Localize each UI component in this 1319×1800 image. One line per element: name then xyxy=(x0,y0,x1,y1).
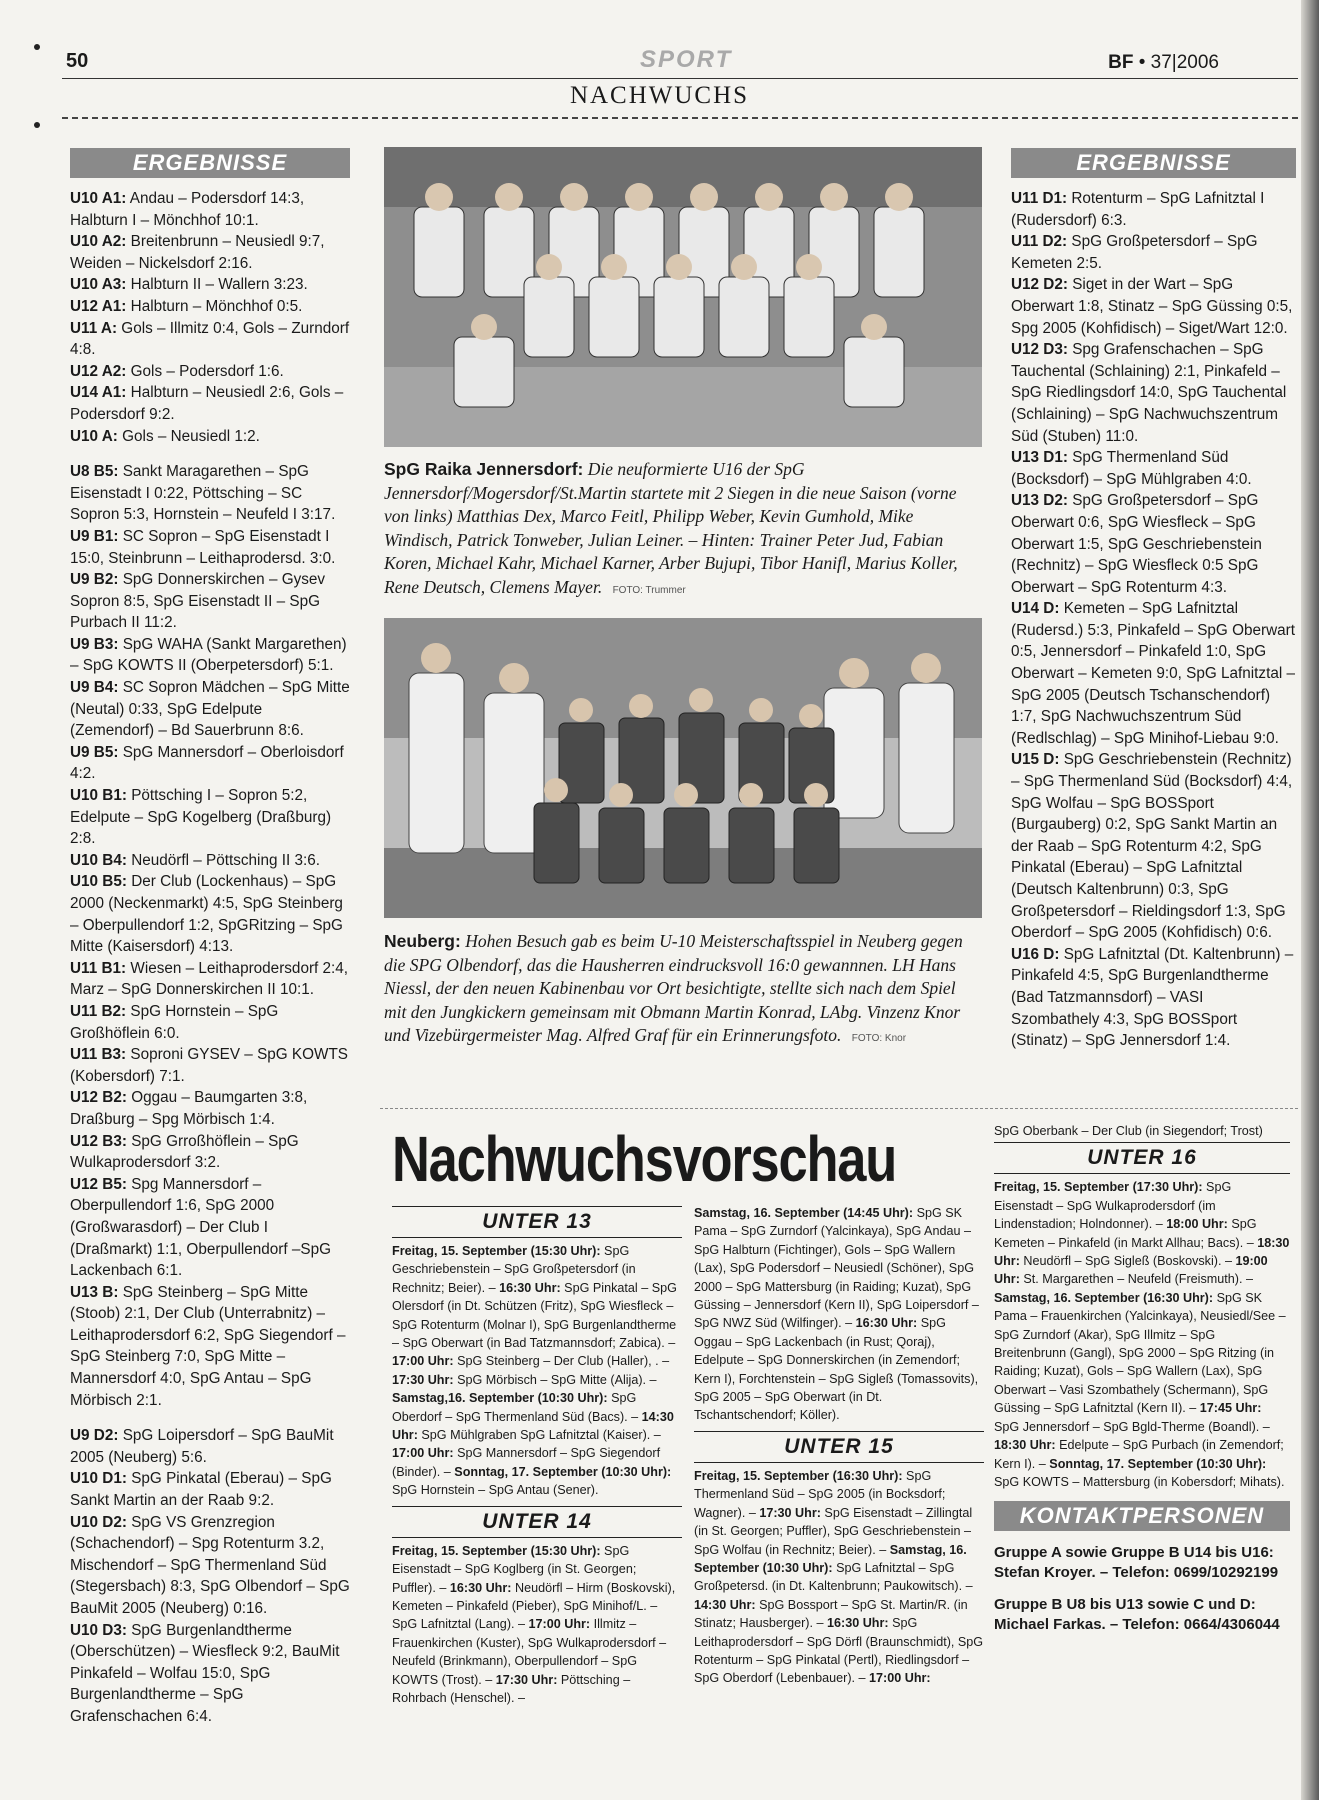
result-item-label: U11 D2: xyxy=(1011,233,1068,251)
result-item-text: SpG Hornstein – SpG Großhöflein 6:0. xyxy=(70,1002,279,1042)
result-item xyxy=(70,526,350,569)
result-item-label: U10 B5: xyxy=(70,873,127,891)
result-item-text: Halbturn II – Wallern 3:23. xyxy=(126,276,308,294)
result-item-text: Halbturn – Mönchhof 0:5. xyxy=(126,297,303,315)
fixture-time: 17:30 Uhr: xyxy=(759,1505,821,1520)
photo1-credit: FOTO: Trummer xyxy=(612,584,686,596)
fixture-time: 17:00 Uhr: xyxy=(392,1446,454,1461)
result-item-label: U10 B4: xyxy=(70,851,127,869)
result-item-label: U10 A2: xyxy=(70,233,127,251)
result-item-text: SpG Mannersdorf – Oberloisdorf 4:2. xyxy=(70,743,344,783)
preview-col2 xyxy=(694,1204,984,1688)
result-item xyxy=(70,634,350,677)
scan-edge-shadow xyxy=(1301,0,1319,1800)
result-item-text: Siget in der Wart – SpG Oberwart 1:8, Stinatz – SpG Güssing 0:5, Spg 2005 (Kohfidisch) – Siget/Wart 12:0. xyxy=(1011,276,1293,337)
result-item xyxy=(70,461,350,526)
result-item-text: SpG Großpetersdorf – SpG Oberwart 0:6, SpG Wiesfleck – SpG Oberwart 1:5, SpG Geschriebenstein (Rechnitz) – SpG Wiesfleck 0:5 SpG Oberwart – SpG Rotenturm 4:3. xyxy=(1011,492,1262,596)
result-item-text: SpG Burgenlandtherme (Oberschützen) – Wiesfleck 9:2, BauMit Pinkafeld – Wolfau 15:0, SpG Burgenlandtherme – SpG Grafenschachen 6:4. xyxy=(70,1621,340,1725)
result-item xyxy=(70,1087,350,1130)
fixture-time: 14:30 Uhr: xyxy=(694,1597,756,1612)
photo2-caption-text: Hohen Besuch gab es beim U-10 Meisterschaftsspiel in Neuberg gegen die SPG Olbendorf, das die Hausherren eindrucksvoll 16:0 gewannnen. LH Hans Niessl, der den neuen Kabinenbau vor Ort besichtigte, stellte sich nach dem Spiel mit den Jungkickern gemeinsam mit Obmann Martin Konrad, LAbg. Vinzenz Knor und Vizebürgermeister Mag. Alfred Graf für ein Erinnerungsfoto. xyxy=(384,931,963,1045)
separator-dot: • xyxy=(1138,52,1146,73)
result-item xyxy=(70,871,350,957)
fixture-time: Sonntag, 17. September (10:30 Uhr): xyxy=(454,1464,672,1479)
result-item-text: SC Sopron – SpG Eisenstadt I 15:0, Steinbrunn – Leithaprodersd. 3:0. xyxy=(70,527,336,567)
result-item xyxy=(70,318,350,361)
right-results-list xyxy=(1011,188,1296,1052)
u16-fixtures xyxy=(994,1178,1290,1491)
result-item xyxy=(70,188,350,231)
result-item-label: U13 D2: xyxy=(1011,492,1068,510)
result-item xyxy=(1011,231,1296,274)
result-item xyxy=(1011,598,1296,749)
result-item-label: U10 D3: xyxy=(70,1621,127,1639)
fixture-matches: SpG Jennersdorf – SpG Bgld-Therme (Boandl). – xyxy=(994,1419,1270,1434)
right-results-column xyxy=(1011,148,1296,1052)
block-gap xyxy=(70,447,350,461)
result-item xyxy=(1011,274,1296,339)
photo2-caption xyxy=(384,930,982,1051)
result-item-text: Spg Grafenschachen – SpG Tauchental (Schlaining) 2:1, Pinkafeld – SpG Riedlingsdorf 14:0, SpG Tauchental (Schlaining) – SpG Nachwuchszentrum Süd (Stuben) 11:0. xyxy=(1011,341,1287,445)
result-item-label: U11 B3: xyxy=(70,1046,127,1064)
fixture-matches: SpG Eisenstadt – SpG Koglberg (in St. Georgen; Puffler). – xyxy=(392,1543,637,1595)
result-item xyxy=(70,677,350,742)
fixture-matches: SpG Steinberg – Der Club (Haller), . – xyxy=(453,1354,670,1369)
result-item xyxy=(70,785,350,850)
fixture-time: 18:30 Uhr: xyxy=(994,1438,1056,1453)
result-item-label: U10 D1: xyxy=(70,1470,127,1488)
fixture-time: 17:00 Uhr: xyxy=(528,1617,591,1632)
fixture-time: 17:00 Uhr: xyxy=(869,1671,931,1686)
result-item-text: SpG Geschriebenstein (Rechnitz) – SpG Thermenland Süd (Bocksdorf) 4:4, SpG Wolfau – SpG BOSSport (Burgauberg) 0:2, SpG Sankt Martin an der Raab – SpG Rotenturm 4:2, SpG Pinkatal (Eberau) – SpG Lafnitztal (Deutsch Kaltenbrunn) 0:3, SpG Großpetersdorf – Rieldingsdorf 1:3, SpG Oberdorf – SpG 2005 (Kohfidisch) 0:6. xyxy=(1011,751,1293,942)
result-item-text: Soproni GYSEV – SpG KOWTS (Kobersdorf) 7:1. xyxy=(70,1046,349,1085)
fixture-time: 16:30 Uhr: xyxy=(449,1580,512,1595)
fixture-time: 17:45 Uhr: xyxy=(1199,1401,1262,1416)
result-item-label: U11 B1: xyxy=(70,959,127,977)
result-item-text: Breitenbrunn – Neusiedl 9:7, Weiden – Nickelsdorf 2:16. xyxy=(70,233,325,272)
fixture-matches: SpG Lafnitztal – SpG Großpetersd. (in Dt. Kaltenbrunn; Paukowitsch). – xyxy=(694,1560,973,1594)
fixture-time: Freitag, 15. September (16:30 Uhr): xyxy=(694,1468,903,1483)
photo2-credit: FOTO: Knor xyxy=(851,1033,907,1044)
result-item-text: SpG Donnerskirchen – Gysev Sopron 8:5, SpG Eisenstadt II – SpG Purbach II 11:2. xyxy=(70,571,326,632)
fixture-matches: SpG Mörbisch – SpG Mitte (Alija). – xyxy=(453,1372,657,1387)
fixture-matches: SpG SK Pama – Frauenkirchen (Yalcinkaya), Neusiedl/See – SpG Zurndorf (Akar), SpG Illmitz – SpG Breitenbrunn (Gangl), SpG 2000 – SpG Ritzing (in Raiding; Kuzat), Gols – SpG Wallern (Lax), SpG Oberwart – Vasi Szombathely (Schermann), SpG Güssing – SpG Lafnitztal (Kern II). – xyxy=(994,1290,1286,1416)
result-item-text: Kemeten – SpG Lafnitztal (Rudersd.) 5:3, Pinkafeld – SpG Oberwart 0:5, Jennersdorf – Pinkafeld 1:0, SpG Oberwart – Kemeten 9:0, SpG Lafnitztal – SpG 2005 (Deutsch Tschanschendorf) 1:7, SpG Nachwuchszentrum Süd (Redlschlag) – SpG Minihof-Liebau 9:0. xyxy=(1011,600,1295,747)
issue-info xyxy=(1108,52,1219,74)
preview-dashed-rule xyxy=(380,1108,1298,1109)
results-banner: ERGEBNISSE xyxy=(70,148,350,178)
result-item xyxy=(70,274,350,296)
fixture-matches: SpG Mühlgraben SpG Lafnitztal (Kaiser). – xyxy=(417,1428,661,1443)
scan-hole-mark xyxy=(34,122,40,128)
result-item xyxy=(1011,188,1296,231)
fixture-paragraph xyxy=(694,1204,984,1425)
result-item-text: SpG Thermenland Süd (Bocksdorf) – SpG Mühlgraben 4:0. xyxy=(1011,449,1252,488)
fixture-time: 19:00 Uhr: xyxy=(994,1254,1268,1287)
fixture-matches: SpG Geschriebenstein – SpG Großpetersdorf (in Rechnitz; Beier). – xyxy=(392,1244,636,1295)
result-item-label: U12 D3: xyxy=(1011,341,1068,359)
fixture-paragraph xyxy=(694,1467,984,1688)
result-item-label: U9 B4: xyxy=(70,679,119,697)
result-item-label: U11 A: xyxy=(70,319,118,337)
fixture-paragraph xyxy=(392,1542,682,1708)
team-photo-jennersdorf xyxy=(384,147,982,447)
fixture-time: Freitag, 15. September (15:30 Uhr): xyxy=(392,1244,601,1258)
fixture-matches: SpG Eisenstadt – Zillingtal (in St. Georgen; Puffler), SpG Geschriebenstein – SpG Wolfau (in Rechnitz; Beier). – xyxy=(694,1505,973,1557)
result-item xyxy=(70,1174,350,1282)
fixture-time: Freitag, 15. September (17:30 Uhr): xyxy=(994,1180,1203,1195)
contact-group-a: Gruppe A sowie Gruppe B U14 bis U16: Stefan Kroyer. – Telefon: 0699/10292199 xyxy=(994,1544,1279,1582)
header-dashed-rule xyxy=(62,117,1298,119)
result-item-text: Rotenturm – SpG Lafnitztal I (Rudersdorf) 6:3. xyxy=(1011,190,1265,229)
result-item xyxy=(70,382,350,425)
result-item-label: U9 B1: xyxy=(70,527,119,545)
publication-name: BF xyxy=(1108,52,1134,73)
u15-banner: UNTER 15 xyxy=(694,1431,984,1463)
fixture-time: Sonntag, 17. September (10:30 Uhr): xyxy=(1049,1456,1267,1471)
result-item-text: Andau – Podersdorf 14:3, Halbturn I – Mönchhof 10:1. xyxy=(70,190,305,229)
u16-banner: UNTER 16 xyxy=(994,1142,1290,1174)
result-item-label: U9 D2: xyxy=(70,1427,119,1445)
col3-intro: SpG Oberbank – Der Club (in Siegendorf; Trost) xyxy=(994,1124,1263,1138)
result-item xyxy=(1011,447,1296,490)
result-item-label: U12 A1: xyxy=(70,297,127,315)
fixture-matches: Neudörfl – Hirm (Boskovski), Kemeten – Pinkafeld (Pieber), SpG Minihof/L. – SpG Lafnitztal (Lang). – xyxy=(392,1580,676,1632)
u15-fixtures xyxy=(694,1467,984,1688)
result-item-text: Gols – Illmitz 0:4, Gols – Zurndorf 4:8. xyxy=(70,319,350,359)
result-item-label: U16 D: xyxy=(1011,945,1060,963)
fixture-matches: Illmitz – Frauenkirchen (Kuster), SpG Wulkaprodersdorf – Neufeld (Brinkmann), Oberpullendorf – SpG KOWTS (Trost). – xyxy=(392,1617,667,1687)
page-subtitle: NACHWUCHS xyxy=(569,82,750,109)
fixture-time: 17:30 Uhr: xyxy=(392,1372,454,1387)
preview-col1 xyxy=(392,1204,682,1707)
result-item-label: U9 B2: xyxy=(70,571,119,589)
fixture-time: 14:30 Uhr: xyxy=(392,1409,674,1443)
left-results-column xyxy=(70,148,350,1728)
result-item xyxy=(70,850,350,872)
fixture-matches: SpG Leithaprodersdorf – SpG Dörfl (Braunschmidt), SpG Rotenturm – SpG Pinkatal (Pertl), Riedlingsdorf – SpG Oberdorf (Lebenbauer). – xyxy=(694,1616,984,1686)
block-gap xyxy=(70,1411,350,1425)
fixture-paragraph xyxy=(994,1178,1290,1491)
result-item xyxy=(1011,339,1296,447)
result-item-label: U10 B1: xyxy=(70,787,127,805)
result-item-label: U12 B5: xyxy=(70,1175,127,1193)
fixture-matches: SpG Oberdorf – SpG Thermenland Süd (Bacs). – xyxy=(392,1391,642,1424)
result-item-text: Gols – Neusiedl 1:2. xyxy=(117,427,260,445)
result-item xyxy=(70,296,350,318)
header-rule xyxy=(62,78,1298,79)
result-item-label: U12 B3: xyxy=(70,1132,127,1150)
fixture-time: 18:30 Uhr: xyxy=(994,1235,1290,1269)
scan-hole-mark xyxy=(34,44,40,50)
result-item-label: U8 B5: xyxy=(70,463,119,481)
result-item-label: U12 A2: xyxy=(70,362,127,380)
results-banner-right: ERGEBNISSE xyxy=(1011,148,1296,178)
result-item xyxy=(1011,944,1296,1052)
result-item xyxy=(70,231,350,274)
fixture-matches: SpG Hornstein – SpG Antau (Sener). xyxy=(392,1483,599,1498)
result-item xyxy=(70,1425,350,1468)
result-item xyxy=(70,1620,350,1728)
result-item xyxy=(1011,749,1296,943)
result-item xyxy=(70,958,350,1001)
fixture-matches: SpG KOWTS – Mattersburg (in Kobersdorf; Mihats). xyxy=(994,1474,1285,1489)
u13-banner: UNTER 13 xyxy=(392,1206,682,1238)
result-item-text: SpG WAHA (Sankt Margarethen) – SpG KOWTS II (Oberpetersdorf) 5:1. xyxy=(70,635,347,675)
result-item xyxy=(70,742,350,785)
result-item xyxy=(70,1282,350,1412)
result-item-text: SC Sopron Mädchen – SpG Mitte (Neutal) 0:33, SpG Edelpute (Zemendorf) – Bd Sauerbrunn 8:6. xyxy=(70,679,350,740)
result-item-label: U10 A: xyxy=(70,427,118,445)
result-item-label: U11 B2: xyxy=(70,1002,127,1020)
issue-number: 37|2006 xyxy=(1150,52,1219,73)
result-item-text: SpG Lafnitztal (Dt. Kaltenbrunn) – Pinkafeld 4:5, SpG Burgenlandtherme (Bad Tatzmannsdorf) – VASI Szombathely 4:3, SpG BOSSport (Stinatz) – SpG Jennersdorf 1:4. xyxy=(1011,945,1294,1050)
fixture-matches: St. Margarethen – Neufeld (Freismuth). – xyxy=(1019,1272,1253,1287)
result-item-label: U12 B2: xyxy=(70,1089,127,1107)
fixture-matches: Pöttsching – Rohrbach (Henschel). – xyxy=(392,1672,631,1705)
fixture-matches: SpG Pinkatal – SpG Olersdorf (in Dt. Schützen (Fritz), SpG Wiesfleck – SpG Rotenturm (Molnar I), SpG Burgenlandtherme – SpG Oberwart (in Bad Tatzmannsdorf; Zabica). – xyxy=(392,1280,677,1351)
result-item-text: SpG Loipersdorf – SpG BauMit 2005 (Neuberg) 5:6. xyxy=(70,1427,334,1466)
result-item xyxy=(70,361,350,383)
result-item-text: SpG Großpetersdorf – SpG Kemeten 2:5. xyxy=(1011,233,1258,272)
result-item-text: Halbturn – Neusiedl 2:6, Gols – Podersdorf 9:2. xyxy=(70,384,344,423)
team-photo-neuberg xyxy=(384,618,982,918)
result-item-text: Spg Mannersdorf – Oberpullendorf 1:6, SpG 2000 (Großwarasdorf) – Der Club I (Draßmarkt) 1:1, Oberpullendorf –SpG Lackenbach 6:1. xyxy=(70,1175,331,1280)
result-item xyxy=(70,1468,350,1511)
result-item-text: SpG VS Grenzregion (Schachendorf) – Spg Rotenturm 3.2, Mischendorf – SpG Thermenland Süd (Stegersbach) 8:3, SpG Olbendorf – SpG BauMit 2005 (Neuberg) 0:16. xyxy=(70,1513,350,1617)
left-results-list xyxy=(70,188,350,1728)
col2-fixtures xyxy=(694,1204,984,1425)
contact-group-b: Gruppe B U8 bis U13 sowie C und D: Michael Farkas. – Telefon: 0664/4306044 xyxy=(994,1596,1280,1634)
fixture-matches: SpG Thermenland Süd – SpG 2005 (in Bocksdorf; Wagner). – xyxy=(694,1468,946,1520)
result-item xyxy=(70,1001,350,1044)
result-item-label: U11 D1: xyxy=(1011,190,1068,207)
fixture-time: 18:00 Uhr: xyxy=(1166,1217,1228,1232)
fixture-time: Samstag, 16. September (16:30 Uhr): xyxy=(994,1290,1214,1305)
fixture-time: 17:30 Uhr: xyxy=(495,1672,558,1687)
photo1-caption xyxy=(384,458,982,602)
preview-headline: Nachwuchsvorschau xyxy=(392,1123,897,1195)
u13-fixtures xyxy=(392,1242,682,1500)
photo2-caption-lead: Neuberg: xyxy=(384,931,461,951)
fixture-time: 16:30 Uhr: xyxy=(827,1616,889,1631)
result-item xyxy=(70,1044,350,1087)
result-item-text: Pöttsching I – Sopron 5:2, Edelpute – SpG Kogelberg (Draßburg) 2:8. xyxy=(70,787,332,848)
result-item xyxy=(70,1131,350,1174)
result-item-label: U14 A1: xyxy=(70,384,127,402)
page-number: 50 xyxy=(66,50,89,72)
result-item-label: U9 B3: xyxy=(70,635,119,653)
fixture-matches: SpG Bossport – SpG St. Martin/R. (in Stinatz; Hausberger). – xyxy=(694,1597,968,1631)
fixture-matches: SpG SK Pama – SpG Zurndorf (Yalcinkaya), SpG Andau – SpG Halbturn (Fichtinger), Gols – SpG Wallern (Lax), SpG Podersdorf – Neusiedl (Schöner), SpG 2000 – SpG Mattersburg (in Raiding; Kuzat), SpG Güssing – Jennersdorf (Kern II), SpG Loipersdorf – SpG NWZ Süd (Wilfinger). – xyxy=(694,1206,979,1331)
result-item-label: U13 B: xyxy=(70,1283,119,1301)
result-item-text: Wiesen – Leithaprodersdorf 2:4, Marz – SpG Donnerskirchen II 10:1. xyxy=(70,959,349,999)
result-item xyxy=(70,569,350,634)
photo1-caption-lead: SpG Raika Jennersdorf: xyxy=(384,459,584,479)
section-title: SPORT xyxy=(640,46,733,73)
result-item-text: SpG Pinkatal (Eberau) – SpG Sankt Martin an der Raab 9:2. xyxy=(70,1470,332,1510)
fixture-matches: SpG Oggau – SpG Lackenbach (in Rust; Qoraj), Edelpute – SpG Donnerskirchen (in Zemendorf; Kern I), Forchtenstein – SpG Sigleß (Tomassovits), SpG 2005 – SpG Oberwart (in Dt. Tschantschendorf; Köller). xyxy=(694,1316,979,1423)
result-item-label: U10 A1: xyxy=(70,190,127,207)
contact-banner: KONTAKTPERSONEN xyxy=(994,1501,1290,1531)
result-item-label: U13 D1: xyxy=(1011,449,1068,467)
result-item-label: U9 B5: xyxy=(70,743,119,761)
fixture-time: Samstag, 16. September (10:30 Uhr): xyxy=(694,1542,967,1575)
u14-fixtures xyxy=(392,1542,682,1708)
result-item-label: U12 D2: xyxy=(1011,276,1068,294)
result-item-text: Neudörfl – Pöttsching II 3:6. xyxy=(126,851,320,869)
team-photo-jennersdorf-image xyxy=(384,147,982,447)
fixture-time: 17:00 Uhr: xyxy=(392,1354,454,1369)
team-photo-neuberg-image xyxy=(384,618,982,918)
fixture-matches: Neudörfl – SpG Sigleß (Boskovski). – xyxy=(1019,1254,1236,1269)
fixture-time: Samstag, 16. September (14:45 Uhr): xyxy=(694,1206,914,1220)
fixture-matches: Edelpute – SpG Purbach (in Zemendorf; Kern I). – xyxy=(994,1438,1284,1471)
result-item-text: Der Club (Lockenhaus) – SpG 2000 (Neckenmarkt) 4:5, SpG Steinberg – Oberpullendorf 1:2, SpGRitzing – SpG Mitte (Kaisersdorf) 4:13. xyxy=(70,873,343,956)
result-item-label: U10 A3: xyxy=(70,276,127,294)
result-item-text: Oggau – Baumgarten 3:8, Draßburg – Spg Mörbisch 1:4. xyxy=(70,1089,308,1128)
fixture-matches: SpG Mannersdorf – SpG Siegendorf (Binder). – xyxy=(392,1446,661,1479)
result-item-text: SpG Steinberg – SpG Mitte (Stoob) 2:1, Der Club (Unterrabnitz) – Leithaprodersdorf 6:2, SpG Siegendorf – SpG Steinberg 7:0, SpG Mitte – Mannersdorf 4:0, SpG Antau – SpG Mörbisch 2:1. xyxy=(70,1283,346,1409)
preview-col3 xyxy=(994,1122,1290,1635)
photo1-caption-text: Die neuformierte U16 der SpG Jennersdorf/Mogersdorf/St.Martin startete mit 2 Siegen in die neue Saison (vorne von links) Matthias Dex, Marco Feitl, Philipp Weber, Kevin Gumhold, Mike Windisch, Patrick Tonweber, Julian Leiner. – Hinten: Trainer Peter Jud, Fabian Koren, Michael Kahr, Michael Karner, Arber Bujupi, Tibor Hanifl, Marius Koller, Rene Deutsch, Clemens Mayer. xyxy=(384,459,958,597)
fixture-paragraph xyxy=(392,1242,682,1500)
fixture-time: 16:30 Uhr: xyxy=(855,1316,918,1331)
result-item-label: U15 D: xyxy=(1011,751,1060,769)
result-item xyxy=(1011,490,1296,598)
result-item xyxy=(70,426,350,448)
fixture-matches: SpG Kemeten – Pinkafeld (in Markt Allhau; Bacs). – xyxy=(994,1217,1258,1250)
fixture-time: Samstag,16. September (10:30 Uhr): xyxy=(392,1391,608,1406)
result-item-label: U10 D2: xyxy=(70,1513,127,1531)
fixture-time: Freitag, 15. September (15:30 Uhr): xyxy=(392,1543,601,1558)
result-item-text: Sankt Maragarethen – SpG Eisenstadt I 0:22, Pöttsching – SC Sopron 5:3, Hornstein – Neufeld I 3:17. xyxy=(70,463,336,524)
result-item xyxy=(70,1512,350,1620)
fixture-matches: SpG Eisenstadt – SpG Wulkaprodersdorf (im Lindenstadion; Holndonner). – xyxy=(994,1180,1232,1232)
result-item-text: SpG Grroßhöflein – SpG Wulkaprodersdorf 3:2. xyxy=(70,1132,299,1172)
fixture-time: 16:30 Uhr: xyxy=(499,1280,561,1295)
u14-banner: UNTER 14 xyxy=(392,1506,682,1538)
result-item-label: U14 D: xyxy=(1011,600,1060,618)
result-item-text: Gols – Podersdorf 1:6. xyxy=(126,362,284,380)
